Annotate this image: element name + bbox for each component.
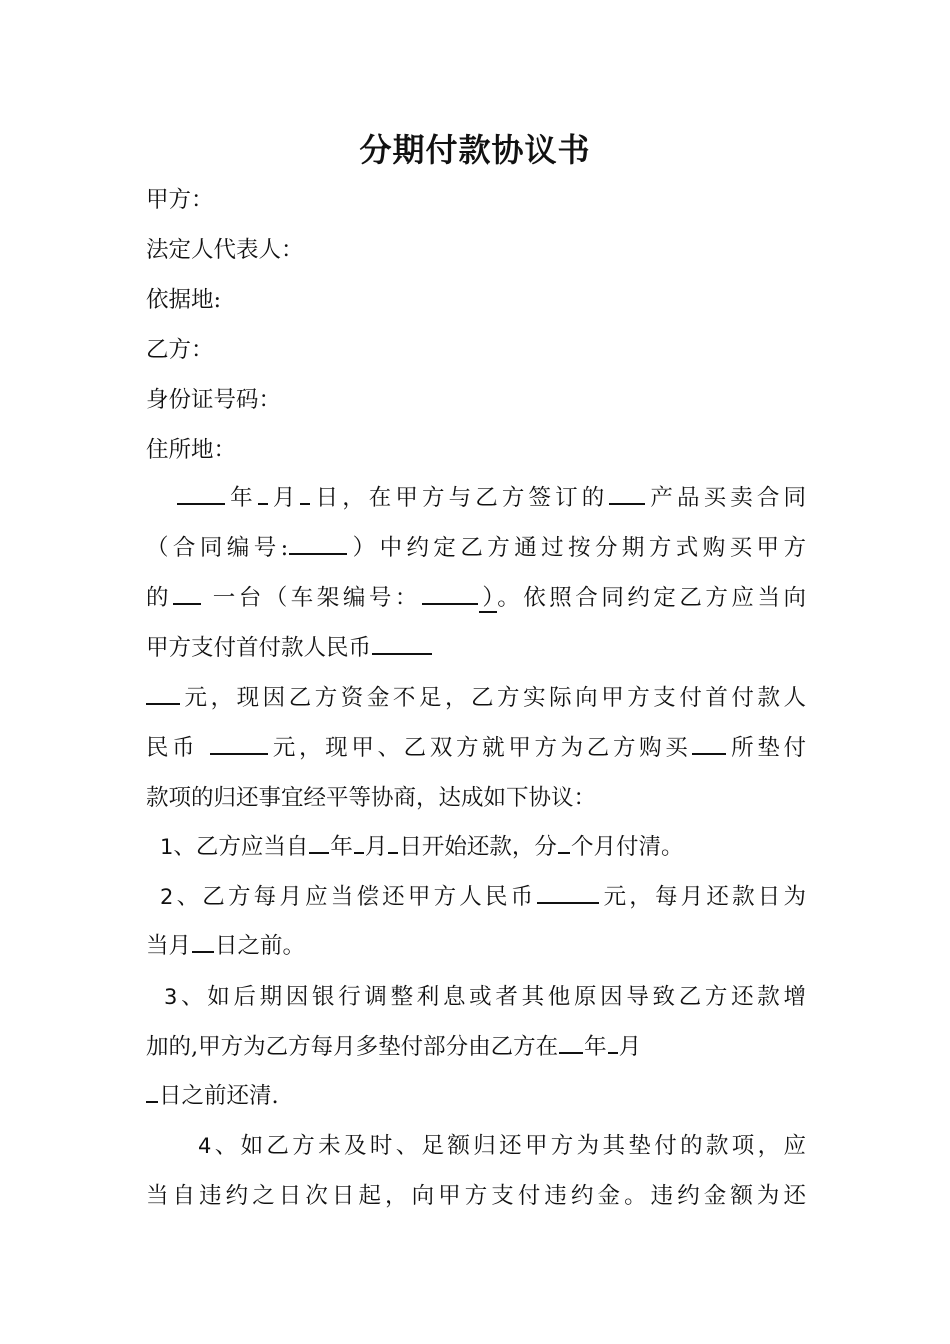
actual-payment-blank [210,733,268,755]
product-blank [609,483,645,505]
clause-3-line-3: 日之前还清. [146,1079,806,1113]
start-month-blank [354,832,364,854]
document-title: 分期付款协议书 [359,131,591,169]
clause-4-line-1: 4、如乙方未及时、足额归还甲方为其垫付的款项，应 [198,1133,806,1159]
months-blank [558,832,570,854]
clear-year-blank [559,1032,583,1054]
clause-1: 1、乙方应当自 年 月 日开始还款，分 个月付清。 [160,834,684,860]
preamble-line-4: 甲方支付首付款人民币 [146,631,806,665]
id-number-label: 身份证号码： [146,387,282,413]
clear-month-blank [608,1032,618,1054]
repayment-day-blank [192,931,214,953]
preamble-line-6: 民币 元，现甲、乙双方就甲方为乙方购买 所垫付 [146,735,806,761]
start-year-blank [309,832,329,854]
frame-number-blank [422,583,478,605]
clause-4-line-2: 当自违约之日次日起，向甲方支付违约金。违约金额为还 [146,1183,806,1209]
preamble-line-5: 元，现因乙方资金不足，乙方实际向甲方支付首付款人 [146,681,806,715]
start-day-blank [388,832,398,854]
year-blank [177,483,225,505]
clause-2-line-2: 当月 日之前。 [146,933,306,959]
clause-3-line-2: 加的,甲方为乙方每月多垫付部分由乙方在 年 月 [146,1034,642,1060]
preamble-line-3: 的 一台（车架编号： ）。依照合同约定乙方应当向 [146,585,806,611]
purchase-item-blank [692,733,726,755]
preamble-line-2: （合同编号: ）中约定乙方通过按分期方式购买甲方 [146,535,806,561]
party-a-label: 甲方： [146,187,214,213]
down-payment-blank [372,633,432,655]
party-b-label: 乙方： [146,337,214,363]
preamble-line-7: 款项的归还事宜经平等协商，达成如下协议： [146,785,597,811]
legal-representative-label: 法定人代表人： [146,237,304,263]
monthly-amount-blank [537,882,599,904]
item-blank [173,583,201,605]
day-blank [300,483,310,505]
month-blank [258,483,268,505]
clear-day-blank [146,1081,158,1103]
down-payment-blank-cont [146,683,180,705]
preamble-line-1: 年 月 日，在甲方与乙方签订的 产品买卖合同 [146,481,806,515]
clause-2-line-1: 2、乙方每月应当偿还甲方人民币 元，每月还款日为 [160,884,806,910]
contract-number-blank [289,533,347,555]
residence-label: 住所地： [146,437,237,463]
basis-address-label: 依据地: [146,287,222,313]
clause-3-line-1: 3、如后期因银行调整利息或者其他原因导致乙方还款增 [164,984,806,1010]
